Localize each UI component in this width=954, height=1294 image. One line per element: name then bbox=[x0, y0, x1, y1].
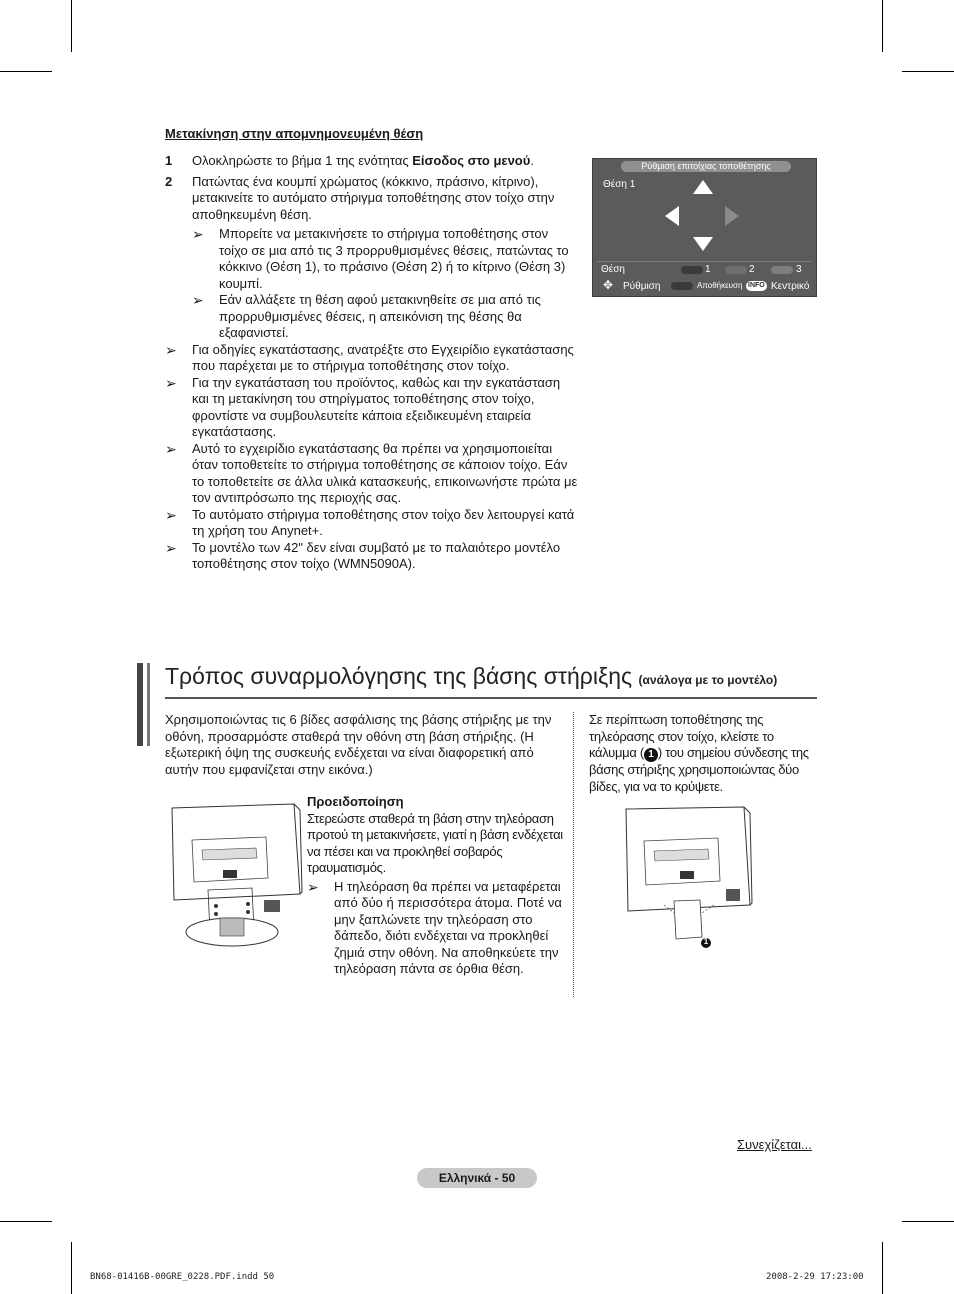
note-text: Αυτό το εγχειρίδιο εγκατάστασης θα πρέπει να χρησιμοποιείται όταν τοποθετείτε το στήριγμα τοποθέτησης σε κάποιον τοίχο. Εάν το τοποθετείτε σε άλλα υλικά κατασκευής, επικοινωνήστε πρώτα με τον αντιπρόσωπο της περιοχής σας. bbox=[192, 440, 578, 505]
osd-position-label: Θέση 1 bbox=[603, 179, 636, 190]
osd-divider bbox=[597, 261, 812, 262]
note-text: Για οδηγίες εγκατάστασης, ανατρέξτε στο Εγχειρίδιο εγκατάστασης που παρέχεται με το στήριγμα τοποθέτησης στον τοίχο. bbox=[192, 341, 574, 373]
tv-stand-illustration bbox=[168, 800, 304, 950]
cover-text-b: ) του σημείου σύνδεσης της βάσης στήριξης χρησιμοποιώντας δύο βίδες, για να το κρύψετε. bbox=[589, 745, 809, 794]
arrow-icon: ➢ bbox=[165, 374, 177, 391]
steps-block bbox=[165, 153, 580, 573]
osd-pos1: 1 bbox=[705, 264, 711, 275]
step-text bbox=[192, 153, 534, 170]
arrow-left-icon[interactable] bbox=[665, 206, 679, 226]
arrow-icon: ➢ bbox=[307, 878, 319, 895]
note bbox=[165, 342, 580, 375]
crop-mark bbox=[882, 0, 883, 52]
section-subtitle: Μετακίνηση στην απομνημονευμένη θέση bbox=[165, 126, 424, 141]
osd-center: Κεντρικό bbox=[771, 281, 810, 292]
yellow-button-icon[interactable] bbox=[771, 266, 793, 274]
step-number: 1 bbox=[165, 153, 173, 168]
step-number: 2 bbox=[165, 173, 173, 189]
note bbox=[165, 375, 580, 441]
warning-text: Στερεώστε σταθερά τη βάση στην τηλεόραση προτού τη μετακινήσετε, γιατί η βάση ενδέχεται να πέσει και να προκληθεί σοβαρός τραυματισμός. bbox=[307, 810, 563, 875]
subnote bbox=[192, 292, 580, 342]
subnote bbox=[192, 226, 580, 292]
arrow-icon: ➢ bbox=[165, 440, 177, 457]
note-text: Το αυτόματο στήριγμα τοποθέτησης στον τοίχο δεν λειτουργεί κατά τη χρήση του Anynet+. bbox=[192, 506, 575, 538]
intro-text: Χρησιμοποιώντας τις 6 βίδες ασφάλισης της βάσης στήριξης με την οθόνη, προσαρμόστε σταθερά την οθόνη στη βάση στήριξης. (Η εξωτερική όψη της συσκευής ενδέχεται να είναι διαφορετική από αυτήν που εμφανίζεται στην εικόνα.) bbox=[165, 712, 552, 777]
note bbox=[165, 441, 580, 507]
osd-save: Αποθήκευση bbox=[697, 281, 743, 290]
section-title-text: Τρόπος συναρμολόγησης της βάσης στήριξης bbox=[165, 663, 633, 689]
arrow-icon: ➢ bbox=[192, 292, 204, 308]
subnotes bbox=[192, 226, 580, 342]
continued-label: Συνεχίζεται... bbox=[737, 1137, 812, 1152]
step-1 bbox=[165, 153, 580, 170]
crop-mark bbox=[71, 0, 72, 52]
red-button-icon[interactable] bbox=[681, 266, 703, 274]
step-text-bold: Είσοδος στο μενού bbox=[412, 153, 531, 168]
footer-file: BN68-01416B-00GRE_0228.PDF.indd 50 bbox=[90, 1272, 275, 1282]
step-text-end: . bbox=[530, 153, 534, 168]
callout-number: 1 bbox=[703, 937, 709, 946]
tv-cover-illustration bbox=[622, 805, 754, 953]
section-title bbox=[165, 663, 777, 690]
osd-row-label: Θέση bbox=[601, 264, 625, 275]
crop-mark bbox=[71, 1242, 72, 1294]
notes bbox=[165, 342, 580, 573]
crop-mark bbox=[0, 1221, 52, 1222]
crop-mark bbox=[0, 71, 52, 72]
warning-title: Προειδοποίηση bbox=[307, 794, 404, 809]
number-one-icon: 1 bbox=[644, 748, 658, 762]
arrow-icon: ➢ bbox=[165, 506, 177, 523]
arrow-right-icon[interactable] bbox=[725, 206, 739, 226]
green-button-icon[interactable] bbox=[725, 266, 747, 274]
note bbox=[165, 540, 580, 573]
arrow-icon: ➢ bbox=[192, 226, 204, 242]
crop-mark bbox=[882, 1242, 883, 1294]
note-text: Το μοντέλο των 42" δεν είναι συμβατό με το παλαιότερο μοντέλο τοποθέτησης στον τοίχο (WMN5090A). bbox=[192, 539, 561, 571]
save-button-icon[interactable] bbox=[671, 282, 693, 290]
move-arrows-icon: ✥ bbox=[603, 278, 614, 292]
step-2 bbox=[165, 174, 580, 224]
step-text-plain: Ολοκληρώστε το βήμα 1 της ενότητας bbox=[192, 153, 413, 168]
osd-pos2: 2 bbox=[749, 264, 755, 275]
section-title-small: (ανάλογα με το μοντέλο) bbox=[638, 673, 778, 687]
heading-bar bbox=[137, 663, 143, 746]
info-button-icon[interactable]: INFO bbox=[748, 282, 765, 289]
osd-adjust: Ρύθμιση bbox=[623, 281, 661, 292]
crop-mark bbox=[902, 1221, 954, 1222]
cover-text-a: Σε περίπτωση τοποθέτησης της τηλεόρασης στον τοίχο, κλείστε το κάλυμμα ( bbox=[589, 712, 774, 760]
warning-note bbox=[307, 879, 571, 978]
osd-pos3: 3 bbox=[796, 264, 802, 275]
arrow-up-icon[interactable] bbox=[693, 180, 713, 194]
footer-date: 2008-2-29 17:23:00 bbox=[766, 1272, 864, 1282]
arrow-icon: ➢ bbox=[165, 341, 177, 358]
warning-block bbox=[307, 794, 571, 978]
column-divider bbox=[573, 712, 574, 997]
warning-note-text: Η τηλεόραση θα πρέπει να μεταφέρεται από δύο ή περισσότερα άτομα. Ποτέ να μην ξαπλώνετε την τηλεόραση στο δάπεδο, διότι ενδέχεται να προκληθεί ζημιά στην οθόνη. Να αποθηκεύετε την τηλεόραση πάντα σε όρθια θέση. bbox=[334, 878, 562, 976]
note bbox=[165, 507, 580, 540]
note-text: Για την εγκατάσταση του προϊόντος, καθώς και την εγκατάσταση και τη μετακίνηση του στηρίγματος τοποθέτησης στον τοίχο, φροντίστε να συμβουλευτείτε κάποια εξειδικευμένη εταιρεία εγκατάστασης. bbox=[192, 374, 561, 439]
cover-text bbox=[589, 712, 817, 795]
subnote-text: Εάν αλλάξετε τη θέση αφού μετακινηθείτε σε μια από τις προρρυθμισμένες θέσεις, η απεικόνιση της θέσης θα εξαφανιστεί. bbox=[219, 292, 541, 340]
arrow-icon: ➢ bbox=[165, 539, 177, 556]
page-number: Ελληνικά - 50 bbox=[417, 1168, 537, 1188]
crop-mark bbox=[902, 71, 954, 72]
step-text: Πατώντας ένα κουμπί χρώματος (κόκκινο, πράσινο, κίτρινο), μετακινείτε το αυτόματο στήριγμα τοποθέτησης στον τοίχο στην αποθηκευμένη θέση. bbox=[192, 173, 555, 222]
heading-bar bbox=[147, 663, 150, 746]
arrow-down-icon[interactable] bbox=[693, 237, 713, 251]
subnote-text: Μπορείτε να μετακινήσετε το στήριγμα τοποθέτησης στον τοίχο σε μια από τις 3 προρρυθμισμένες θέσεις, πατώντας το κόκκινο (Θέση 1), το πράσινο (Θέση 2) ή το κίτρινο (Θέση 3) κουμπί. bbox=[219, 226, 569, 291]
heading-rule bbox=[165, 697, 817, 699]
wall-mount-osd bbox=[592, 158, 817, 297]
osd-title: Ρύθμιση επιτοίχιας τοποθέτησης bbox=[621, 161, 791, 172]
